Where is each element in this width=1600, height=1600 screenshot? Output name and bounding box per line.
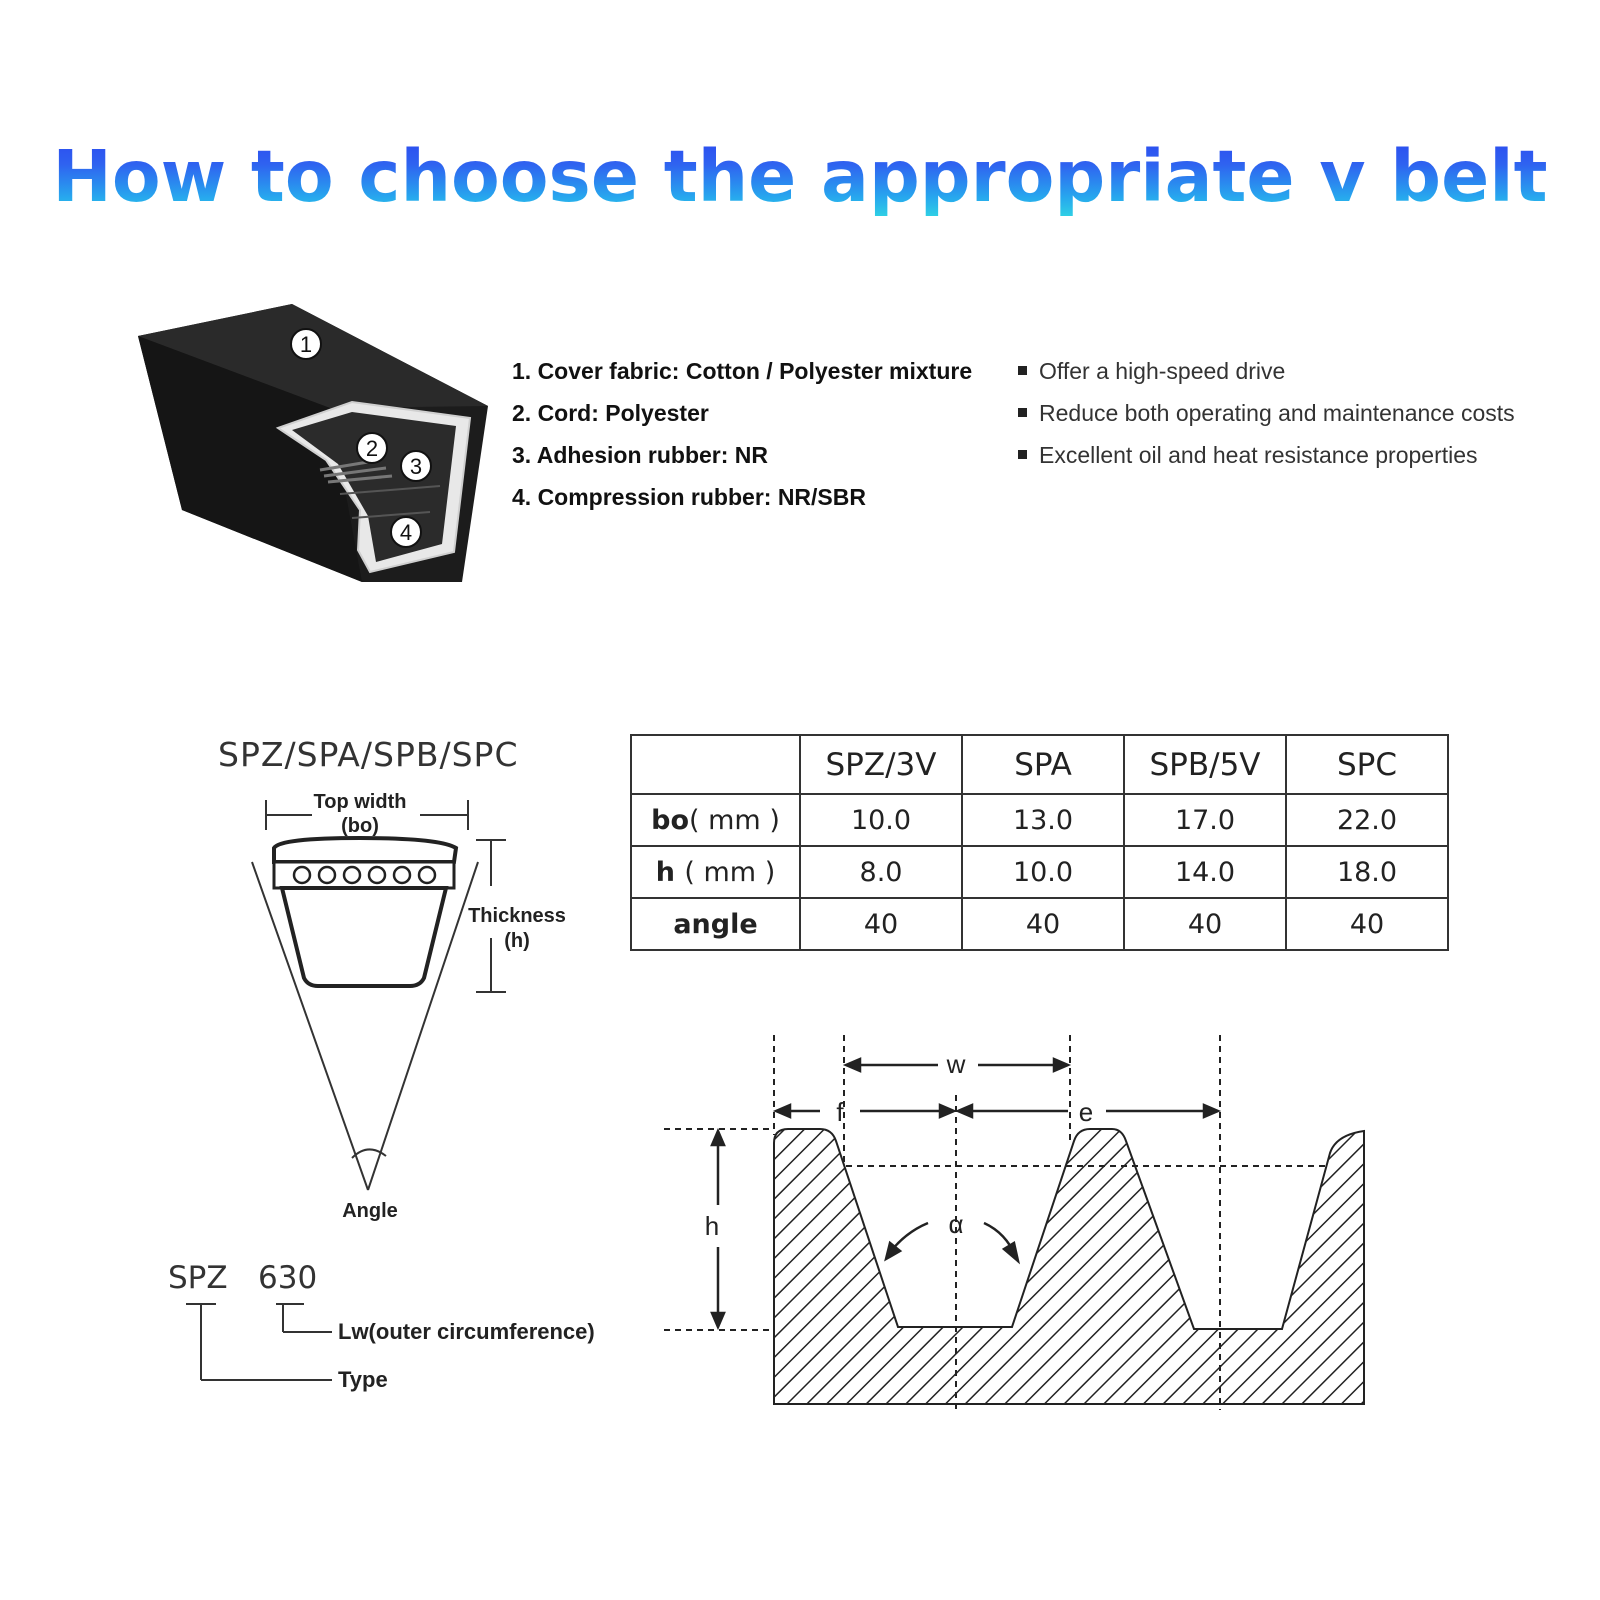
table-cell: 18.0 <box>1286 846 1448 898</box>
table-cell: 22.0 <box>1286 794 1448 846</box>
svg-text:4: 4 <box>399 520 413 545</box>
types-title: SPZ/SPA/SPB/SPC <box>218 735 519 774</box>
f-label: f <box>836 1097 844 1127</box>
table-header-cell: SPB/5V <box>1124 735 1286 794</box>
table-cell: 10.0 <box>962 846 1124 898</box>
top-width-label: Top width (bo) <box>313 791 407 837</box>
table-header-cell: SPC <box>1286 735 1448 794</box>
page-title: How to choose the appropriate v belt <box>0 135 1600 218</box>
feature-item: Offer a high-speed drive <box>1018 350 1515 392</box>
table-cell: 40 <box>800 898 962 950</box>
type-code: SPZ <box>168 1260 228 1296</box>
row-header: angle <box>631 898 800 950</box>
thickness-label: Thickness (h) <box>468 905 566 952</box>
table-cell: 14.0 <box>1124 846 1286 898</box>
pulley-groove-diagram <box>660 1035 1380 1420</box>
component-list <box>512 350 972 518</box>
table-header-cell: SPA <box>962 735 1124 794</box>
component-item: 1. Cover fabric: Cotton / Polyester mixture <box>512 358 973 384</box>
alpha-label: α <box>948 1209 964 1239</box>
table-cell: 10.0 <box>800 794 962 846</box>
table-header-row <box>631 735 1448 794</box>
marker-4 <box>391 517 421 547</box>
marker-2 <box>357 433 387 463</box>
w-label: w <box>946 1049 966 1079</box>
row-header: h ( mm ) <box>631 846 800 898</box>
table-header-cell: SPZ/3V <box>800 735 962 794</box>
svg-text:3: 3 <box>409 454 423 479</box>
length-legend: Lw(outer circumference) <box>338 1319 595 1344</box>
bullet-icon <box>1018 408 1027 417</box>
code-leader-lines <box>180 1300 350 1390</box>
table-cell: 40 <box>1286 898 1448 950</box>
type-legend: Type <box>338 1367 388 1392</box>
bullet-icon <box>1018 450 1027 459</box>
belt-section-diagram <box>240 790 580 1230</box>
table-cell: 17.0 <box>1124 794 1286 846</box>
table-cell: 8.0 <box>800 846 962 898</box>
component-item: 3. Adhesion rubber: NR <box>512 442 768 468</box>
component-item: 4. Compression rubber: NR/SBR <box>512 484 866 510</box>
length-code: 630 <box>258 1260 318 1296</box>
table-cell: 13.0 <box>962 794 1124 846</box>
table-row <box>631 846 1448 898</box>
angle-label: Angle <box>342 1200 398 1222</box>
feature-list <box>1018 350 1515 476</box>
bullet-icon <box>1018 366 1027 375</box>
table-cell: 40 <box>962 898 1124 950</box>
row-header: bo( mm ) <box>631 794 800 846</box>
table-cell: 40 <box>1124 898 1286 950</box>
belt-cutaway-illustration <box>130 300 500 590</box>
svg-text:2: 2 <box>365 436 379 461</box>
spec-table <box>630 734 1449 951</box>
feature-item: Excellent oil and heat resistance properties <box>1018 434 1515 476</box>
svg-text:1: 1 <box>299 332 313 357</box>
component-item: 2. Cord: Polyester <box>512 400 709 426</box>
h-label: h <box>704 1211 720 1241</box>
table-row <box>631 898 1448 950</box>
marker-3 <box>401 451 431 481</box>
groove-profile <box>774 1129 1364 1404</box>
table-row <box>631 794 1448 846</box>
e-label: e <box>1078 1097 1094 1127</box>
table-corner-cell <box>631 735 800 794</box>
marker-1 <box>291 329 321 359</box>
feature-item: Reduce both operating and maintenance costs <box>1018 392 1515 434</box>
